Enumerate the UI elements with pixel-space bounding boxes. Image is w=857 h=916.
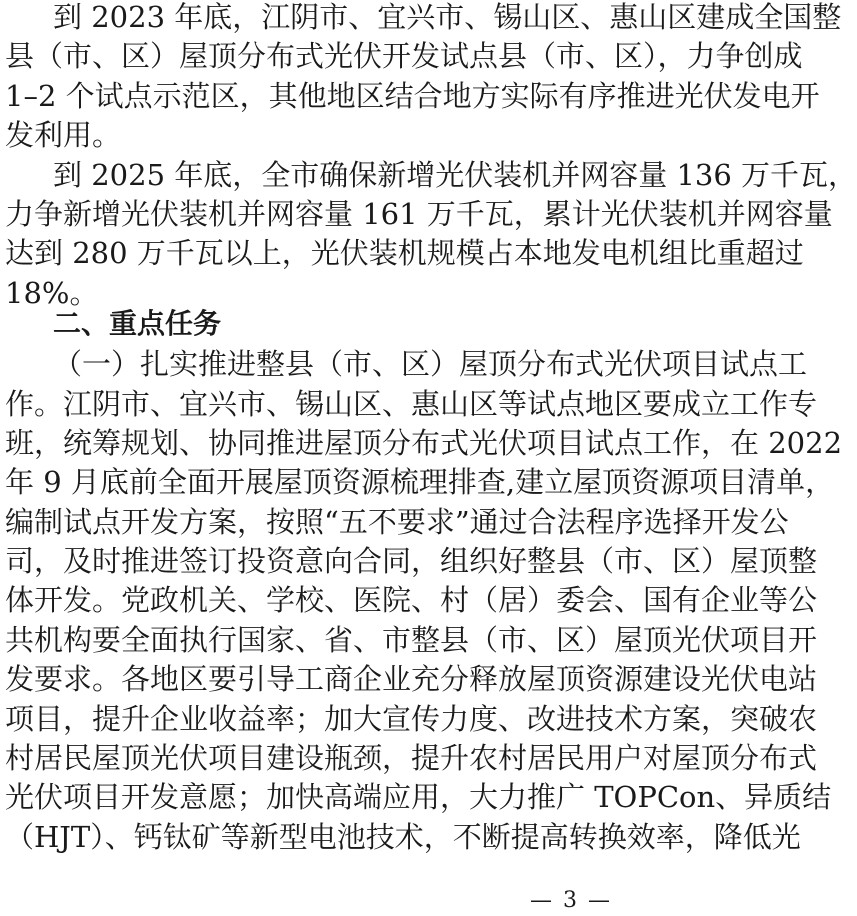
text-line: 县（市、区）屋顶分布式光伏开发试点县（市、区），力争创成 [5,39,803,74]
paragraph-2025-target [5,156,857,314]
text-line: 18%。 [5,275,99,310]
text-line: 司，及时推进签订投资意向合同，组织好整县（市、区）屋顶整 [5,544,818,579]
paragraph-2023-target [5,0,842,156]
text-line: 年 9 月底前全面开展屋顶资源梳理排查,建立屋顶资源项目清单， [5,465,835,500]
text-line: 光伏项目开发意愿；加快高端应用，大力推广 TOPCon、异质结 [5,780,832,815]
text-line: 到 2023 年底，江阴市、宜兴市、锡山区、惠山区建成全国整 [53,0,842,34]
text-line: （一）扎实推进整县（市、区）屋顶分布式光伏项目试点工 [53,347,808,382]
text-line: 1–2 个试点示范区，其他地区结合地方实际有序推进光伏发电开 [5,78,820,113]
page-number: — 3 — [530,888,612,913]
text-line: 到 2025 年底，全市确保新增光伏装机并网容量 136 万千瓦， [53,157,857,192]
document-body [5,0,857,857]
text-line: 达到 280 万千瓦以上，光伏装机规模占本地发电机组比重超过 [5,236,804,271]
text-line: 发利用。 [5,118,122,153]
text-line: 编制试点开发方案，按照“五不要求”通过合法程序选择开发公 [5,504,789,539]
paragraph-key-tasks [5,345,843,857]
text-line: （HJT）、钙钛矿等新型电池技术，不断提高转换效率，降低光 [5,819,801,854]
text-line: 村居民屋顶光伏项目建设瓶颈，提升农村居民用户对屋顶分布式 [5,741,818,776]
text-line: 共机构要全面执行国家、省、市整县（市、区）屋顶光伏项目开 [5,622,818,657]
text-line: 作。江阴市、宜兴市、锡山区、惠山区等试点地区要成立工作专 [5,386,818,421]
section-heading: 二、重点任务 [53,307,222,341]
text-line: 力争新增光伏装机并网容量 161 万千瓦，累计光伏装机并网容量 [5,196,833,231]
text-line: 体开发。党政机关、学校、医院、村（居）委会、国有企业等公 [5,583,818,618]
text-line: 项目，提升企业收益率；加大宣传力度、改进技术方案，突破农 [5,701,818,736]
text-line: 发要求。各地区要引导工商企业充分释放屋顶资源建设光伏电站 [5,662,818,697]
text-line: 班，统筹规划、协同推进屋顶分布式光伏项目试点工作，在 2022 [5,425,843,460]
